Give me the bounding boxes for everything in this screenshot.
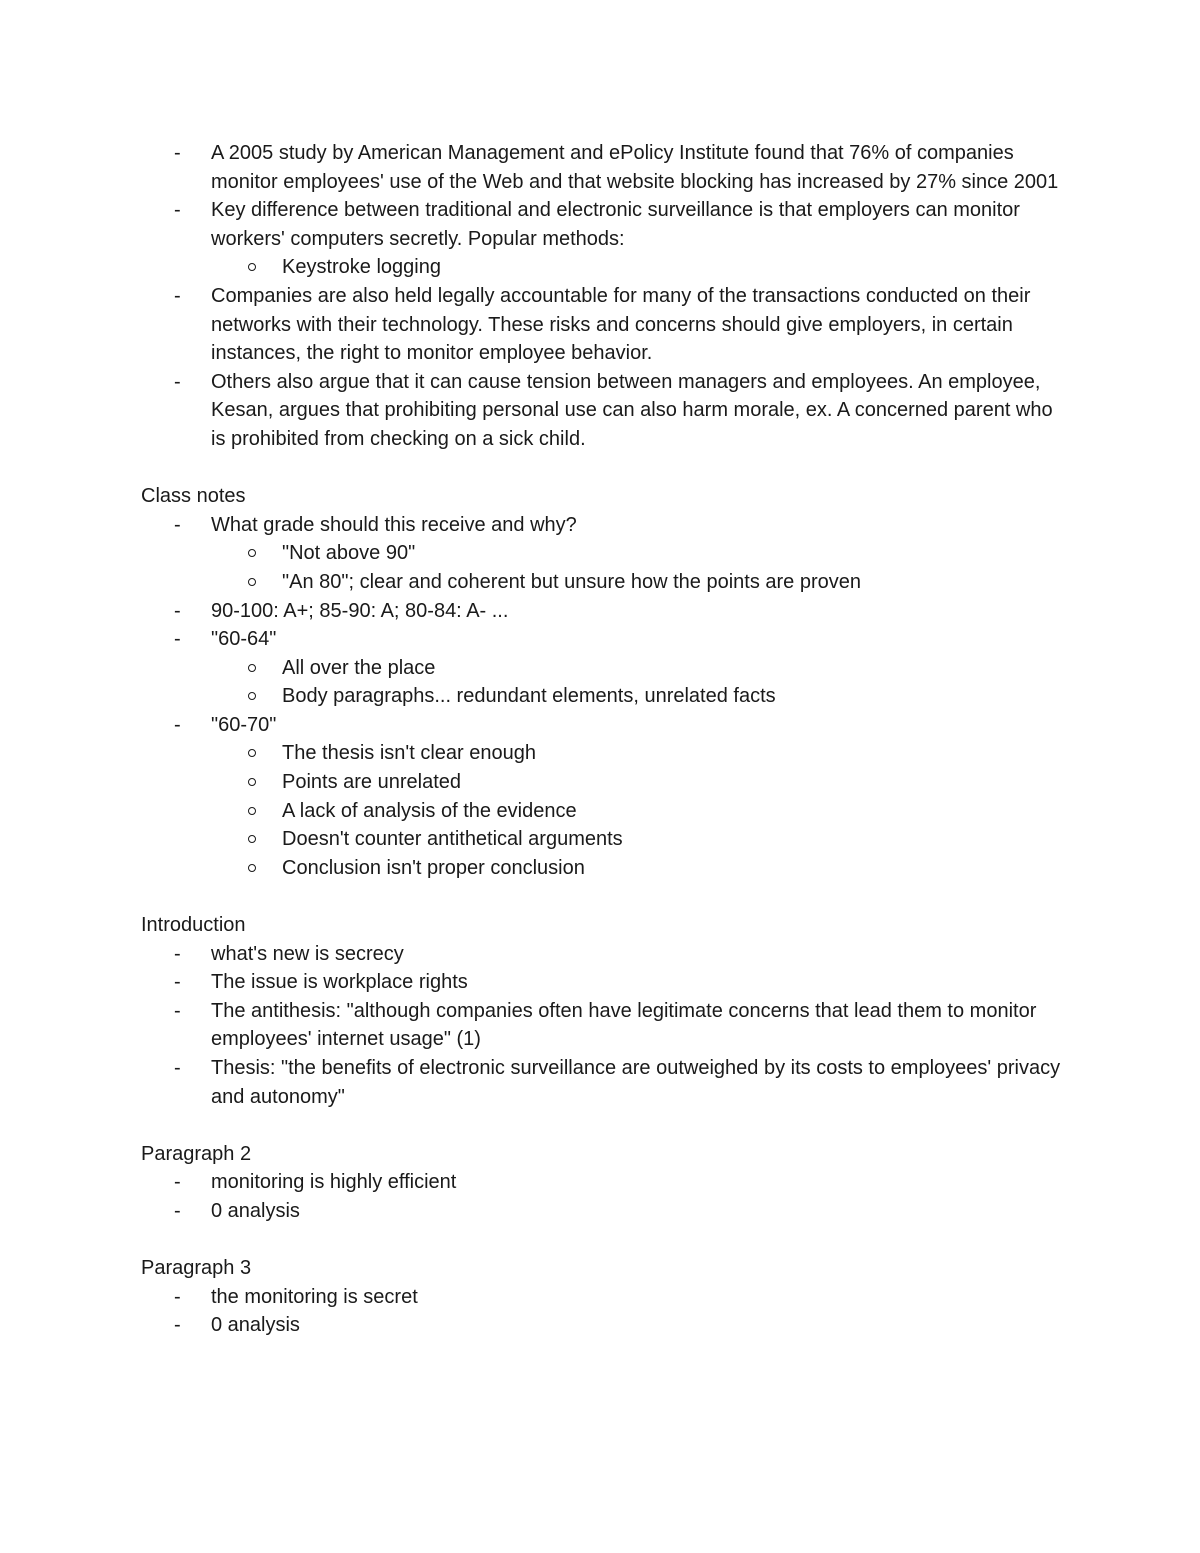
dash-bullet: -	[174, 284, 181, 307]
hollow-circle-bullet-icon	[248, 749, 256, 757]
bullet-list	[141, 511, 1071, 883]
section-heading: Introduction	[141, 914, 246, 937]
list-item-text: 0 analysis	[211, 1314, 300, 1337]
hollow-circle-bullet-icon	[248, 835, 256, 843]
sub-list-item-text: Body paragraphs... redundant elements, unrelated facts	[282, 685, 776, 708]
bullet-list	[141, 1283, 1071, 1340]
hollow-circle-bullet-icon	[248, 578, 256, 586]
dash-bullet: -	[174, 599, 181, 622]
list-item	[141, 997, 1071, 1054]
hollow-circle-bullet-icon	[248, 807, 256, 815]
list-item	[141, 139, 1071, 196]
dash-bullet: -	[174, 142, 181, 164]
section-heading: Paragraph 3	[141, 1257, 252, 1280]
dash-bullet: -	[174, 370, 181, 393]
dash-bullet: -	[174, 999, 181, 1022]
list-item	[141, 968, 1071, 997]
bullet-list	[141, 940, 1071, 1112]
sub-list-item-text: Conclusion isn't proper conclusion	[282, 856, 585, 879]
section-heading: Class notes	[141, 485, 246, 508]
sub-list-item	[141, 854, 1071, 883]
sub-list-item	[141, 654, 1071, 683]
section-class-notes	[141, 482, 1071, 882]
list-item-text: 90-100: A+; 85-90: A; 80-84: A- ...	[211, 599, 509, 622]
dash-bullet: -	[174, 1285, 181, 1308]
list-item	[141, 597, 1071, 626]
list-item-text: Key difference between traditional and electronic surveillance is that employers can monitor workers' computers secretly. Popular methods:	[211, 199, 1020, 250]
list-item	[141, 1168, 1071, 1197]
sub-list-item-text: "Not above 90"	[282, 542, 416, 565]
list-item-text: The antithesis: "although companies often have legitimate concerns that lead them to monitor employees' internet usage" (1)	[211, 999, 1037, 1051]
bullet-list	[141, 139, 1071, 454]
list-item-text: monitoring is highly efficient	[211, 1171, 457, 1194]
list-item-text: the monitoring is secret	[211, 1285, 418, 1308]
sub-list-item	[141, 253, 1071, 282]
list-item-text: Others also argue that it can cause tension between managers and employees. An employee, Kesan, argues that prohibiting personal use can also harm morale, ex. A concerned parent who is prohibited from checking on a sick child.	[211, 370, 1053, 450]
sub-list-item	[141, 768, 1071, 797]
hollow-circle-bullet-icon	[248, 864, 256, 872]
list-item	[141, 282, 1071, 368]
list-item	[141, 1054, 1071, 1111]
list-item	[141, 1197, 1071, 1226]
hollow-circle-bullet-icon	[248, 549, 256, 557]
bullet-list	[141, 1168, 1071, 1225]
list-item-text: The issue is workplace rights	[211, 971, 468, 994]
list-item-text: what's new is secrecy	[211, 942, 404, 965]
section-introduction	[141, 911, 1071, 1111]
sub-list-item-text: A lack of analysis of the evidence	[282, 799, 577, 822]
sub-list-item-text: Keystroke logging	[282, 256, 441, 279]
section-top-notes	[141, 139, 1071, 454]
dash-bullet: -	[174, 1314, 181, 1337]
list-item	[141, 711, 1071, 740]
list-item	[141, 625, 1071, 654]
sub-list-item	[141, 825, 1071, 854]
list-item	[141, 368, 1071, 454]
list-item-text: A 2005 study by American Management and ePolicy Institute found that 76% of companies monitor employees' use of the Web and that website blocking has increased by 27% since 2001	[211, 142, 1059, 193]
dash-bullet: -	[174, 1199, 181, 1222]
section-heading: Paragraph 2	[141, 1142, 252, 1165]
hollow-circle-bullet-icon	[248, 778, 256, 786]
hollow-circle-bullet-icon	[248, 692, 256, 700]
dash-bullet: -	[174, 199, 181, 222]
sub-list-item-text: "An 80"; clear and coherent but unsure how the points are proven	[282, 570, 862, 593]
list-item-text: Companies are also held legally accountable for many of the transactions conducted on their networks with their technology. These risks and concerns should give employers, in certain instances, the right to monitor employee behavior.	[211, 284, 1031, 365]
sub-list-item-text: The thesis isn't clear enough	[282, 742, 536, 765]
hollow-circle-bullet-icon	[248, 263, 256, 271]
dash-bullet: -	[174, 942, 181, 965]
list-item	[141, 1311, 1071, 1340]
sub-list-item-text: Points are unrelated	[282, 771, 462, 794]
hollow-circle-bullet-icon	[248, 664, 256, 672]
dash-bullet: -	[174, 971, 181, 994]
sub-list-item-text: All over the place	[282, 656, 436, 679]
dash-bullet: -	[174, 713, 181, 736]
dash-bullet: -	[174, 1171, 181, 1194]
dash-bullet: -	[174, 1057, 181, 1079]
list-item-text: "60-64"	[211, 628, 277, 651]
sub-list-item	[141, 539, 1071, 568]
sub-list-item	[141, 739, 1071, 768]
list-item-text: "60-70"	[211, 713, 277, 736]
document-content	[141, 139, 1071, 1340]
sub-list-item-text: Doesn't counter antithetical arguments	[282, 828, 623, 851]
sub-list-item	[141, 568, 1071, 597]
section-paragraph-2	[141, 1140, 1071, 1226]
list-item-text: Thesis: "the benefits of electronic surveillance are outweighed by its costs to employees' privacy and autonomy"	[211, 1057, 1061, 1108]
list-item	[141, 1283, 1071, 1312]
sub-list-item	[141, 797, 1071, 826]
list-item	[141, 511, 1071, 540]
section-paragraph-3	[141, 1254, 1071, 1340]
dash-bullet: -	[174, 628, 181, 651]
sub-list-item	[141, 682, 1071, 711]
dash-bullet: -	[174, 513, 181, 536]
list-item-text: 0 analysis	[211, 1199, 300, 1222]
list-item	[141, 196, 1071, 253]
list-item	[141, 940, 1071, 969]
list-item-text: What grade should this receive and why?	[211, 513, 577, 536]
